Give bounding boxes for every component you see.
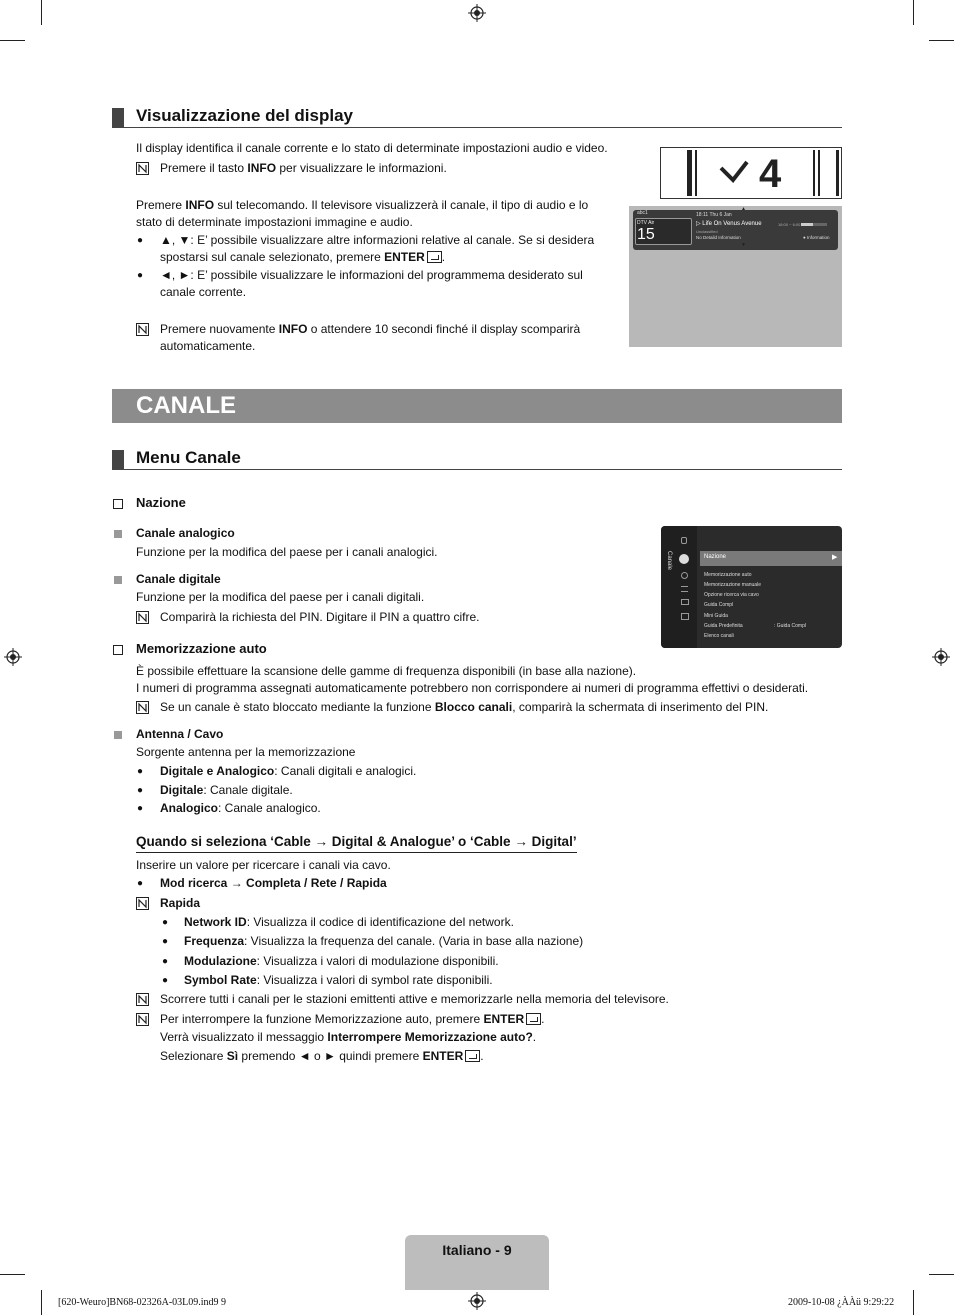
program-title: ▷ Life On Venus Avenue xyxy=(696,221,762,227)
checkbox-bullet-icon xyxy=(113,645,123,655)
section-title: Menu Canale xyxy=(136,448,241,467)
page-number-tab xyxy=(405,1235,549,1290)
bullet-icon: ● xyxy=(137,235,144,246)
channel-type: DTV Air xyxy=(637,220,655,226)
bullet-icon: ● xyxy=(137,803,144,814)
tv-logo-illustration xyxy=(660,147,842,199)
menu-item[interactable]: Memorizzazione manuale xyxy=(704,582,761,588)
info-button-label: ● Information xyxy=(803,235,830,240)
note-text: Scorrere tutti i canali per le stazioni emittenti attive e memorizzarle nella memoria del televisore. xyxy=(160,992,669,1006)
rapida-label: Rapida xyxy=(160,896,201,910)
note-text: Comparirà la richiesta del PIN. Digitare il PIN a quattro cifre. xyxy=(160,610,480,624)
checkbox-bullet-icon xyxy=(113,499,123,509)
note-text: Premere il tasto INFO per visualizzare le informazioni. xyxy=(160,161,447,175)
memo-text: I numeri di programma assegnati automaticamente potrebbero non corrispondere ai numeri di programma effettivi o desiderati. xyxy=(136,681,809,695)
menu-item-value: : Guida Compl xyxy=(774,623,806,629)
note-icon xyxy=(136,897,149,910)
footer-file-info: [620-Weuro]BN68-02326A-03L09.ind9 9 xyxy=(58,1297,227,1308)
enter-icon xyxy=(427,251,442,263)
square-bullet-icon xyxy=(114,576,122,584)
section-heading-menu xyxy=(112,448,842,470)
section-title: Visualizzazione del display xyxy=(136,106,353,125)
subsection-heading: Memorizzazione auto xyxy=(136,641,267,656)
crop-mark xyxy=(929,1274,954,1275)
rapida-item: Network ID: Visualizza il codice di identificazione del network. xyxy=(184,915,514,929)
info-time: 18:11 Thu 6 Jan xyxy=(696,212,732,218)
support-icon xyxy=(681,613,689,620)
footer-date: 2009-10-08 ¿ÀÀü 9:29:22 xyxy=(788,1297,895,1308)
note-icon xyxy=(136,701,149,714)
rapida-item: Frequenza: Visualizza la frequenza del canale. (Varia in base alla nazione) xyxy=(184,934,584,948)
menu-item[interactable]: Mini Guida xyxy=(704,613,728,619)
note-icon xyxy=(136,611,149,624)
crop-mark xyxy=(41,1290,42,1315)
arrow-down-icon: ▼ xyxy=(741,242,746,248)
time-range: 18:00 ~ 6:00 xyxy=(778,222,801,227)
bullet-text: ◄, ►: E’ possibile visualizzare le informazioni del programmema desiderato sul canale corrente. xyxy=(160,268,583,299)
arrow-up-icon: ▲ xyxy=(741,206,746,212)
menu-item[interactable]: Guida Predefinita xyxy=(704,623,743,629)
note-icon xyxy=(136,993,149,1006)
menu-side-label: Canale xyxy=(666,551,672,571)
note-text: Verrà visualizzato il messaggio Interrompere Memorizzazione auto?. xyxy=(160,1030,537,1044)
program-rating: Unclassified xyxy=(696,229,718,234)
note-text: Per interrompere la funzione Memorizzazione auto, premere ENTER . xyxy=(160,1012,545,1026)
intro-text: Il display identifica il canale corrente e lo stato di determinate impostazioni audio e video. xyxy=(136,141,608,155)
progress-bar xyxy=(801,223,827,226)
bullet-icon: ● xyxy=(137,785,144,796)
menu-item[interactable]: Opzione ricerca via cavo xyxy=(704,592,759,598)
registration-mark-icon xyxy=(468,1292,486,1310)
crop-mark xyxy=(913,1290,914,1315)
enter-icon xyxy=(465,1050,480,1062)
note-icon xyxy=(136,162,149,175)
heading-bar xyxy=(112,108,124,127)
menu-item[interactable]: Nazione xyxy=(704,554,727,560)
info-screen-image xyxy=(629,206,842,347)
bullet-icon: ● xyxy=(137,878,144,889)
item-desc: Funzione per la modifica del paese per i canali digitali. xyxy=(136,590,425,604)
square-bullet-icon xyxy=(114,530,122,538)
channel-menu-icon xyxy=(679,554,689,564)
section-heading-display xyxy=(112,106,842,128)
channel-number: 15 xyxy=(637,226,655,243)
menu-item[interactable]: Elenco canali xyxy=(704,633,734,639)
logo-number: 4 xyxy=(759,152,782,196)
crop-mark xyxy=(41,0,42,25)
bullet-icon: ● xyxy=(137,766,144,777)
mod-ricerca: Mod ricerca → Completa / Rete / Rapida xyxy=(160,876,387,890)
heading-bar xyxy=(112,450,124,469)
option-text: Digitale e Analogico: Canali digitali e analogici. xyxy=(160,764,417,778)
page-label: Italiano - 9 xyxy=(442,1242,512,1258)
chapter-title: CANALE xyxy=(136,392,236,419)
application-icon xyxy=(681,599,689,605)
registration-mark-icon xyxy=(468,4,486,22)
bullet-icon: ● xyxy=(162,975,169,986)
tv-frame-icon xyxy=(661,148,841,198)
menu-item[interactable]: Guida Compl xyxy=(704,602,734,608)
menu-screen-image xyxy=(661,526,842,648)
option-text: Digitale: Canale digitale. xyxy=(160,783,293,797)
arrow-right-icon: ▶ xyxy=(832,554,838,561)
rapida-item: Modulazione: Visualizza i valori di modulazione disponibili. xyxy=(184,954,499,968)
channel-name: abc1 xyxy=(637,210,648,216)
bullet-icon: ● xyxy=(137,270,144,281)
registration-mark-icon xyxy=(932,648,950,666)
cable-intro: Inserire un valore per ricercare i canali via cavo. xyxy=(136,858,391,872)
menu-icon xyxy=(681,537,687,544)
bullet-icon: ● xyxy=(162,936,169,947)
menu-item[interactable]: Memorizzazione auto xyxy=(704,572,752,578)
menu-sidebar xyxy=(661,526,697,648)
note-icon xyxy=(136,1013,149,1026)
bullet-text: ▲, ▼: E’ possibile visualizzare altre informazioni relative al canale. Se si desidera spostarsi sul canale selezionato, premere ENTER . xyxy=(160,233,595,264)
item-desc: Sorgente antenna per la memorizzazione xyxy=(136,745,356,759)
setup-icon xyxy=(681,572,688,579)
registration-mark-icon xyxy=(4,648,22,666)
note-text: Premere nuovamente INFO o attendere 10 secondi finché il display scomparirà automaticamente. xyxy=(160,322,581,353)
square-bullet-icon xyxy=(114,731,122,739)
bullet-icon: ● xyxy=(162,956,169,967)
bullet-icon: ● xyxy=(162,917,169,928)
item-title: Antenna / Cavo xyxy=(136,727,224,741)
crop-mark xyxy=(0,40,25,41)
note-text: Selezionare Sì premendo ◄ o ► quindi premere ENTER . xyxy=(160,1049,484,1063)
rapida-item: Symbol Rate: Visualizza i valori di symbol rate disponibili. xyxy=(184,973,493,987)
note-icon xyxy=(136,323,149,336)
subsection-heading: Nazione xyxy=(136,495,186,510)
memo-text: È possibile effettuare la scansione delle gamme di frequenza disponibili (in base alla nazione). xyxy=(136,664,637,678)
input-icon xyxy=(681,586,688,592)
enter-icon xyxy=(526,1013,541,1025)
cable-heading: Quando si seleziona ‘Cable → Digital & Analogue’ o ‘Cable → Digital’ xyxy=(136,834,577,853)
info-paragraph: Premere INFO sul telecomando. Il televisore visualizzerà il canale, il tipo di audio e lo stato di determinate impostazioni immagine e audio. xyxy=(136,198,589,229)
crop-mark xyxy=(913,0,914,25)
program-details: No Detaild Information xyxy=(696,235,741,240)
note-text: Se un canale è stato bloccato mediante la funzione Blocco canali, comparirà la schermata di inserimento del PIN. xyxy=(160,700,769,714)
item-title: Canale digitale xyxy=(136,572,221,586)
crop-mark xyxy=(0,1274,25,1275)
item-desc: Funzione per la modifica del paese per i canali analogici. xyxy=(136,545,438,559)
chapter-banner xyxy=(112,389,842,423)
option-text: Analogico: Canale analogico. xyxy=(160,801,321,815)
crop-mark xyxy=(929,40,954,41)
item-title: Canale analogico xyxy=(136,526,235,540)
